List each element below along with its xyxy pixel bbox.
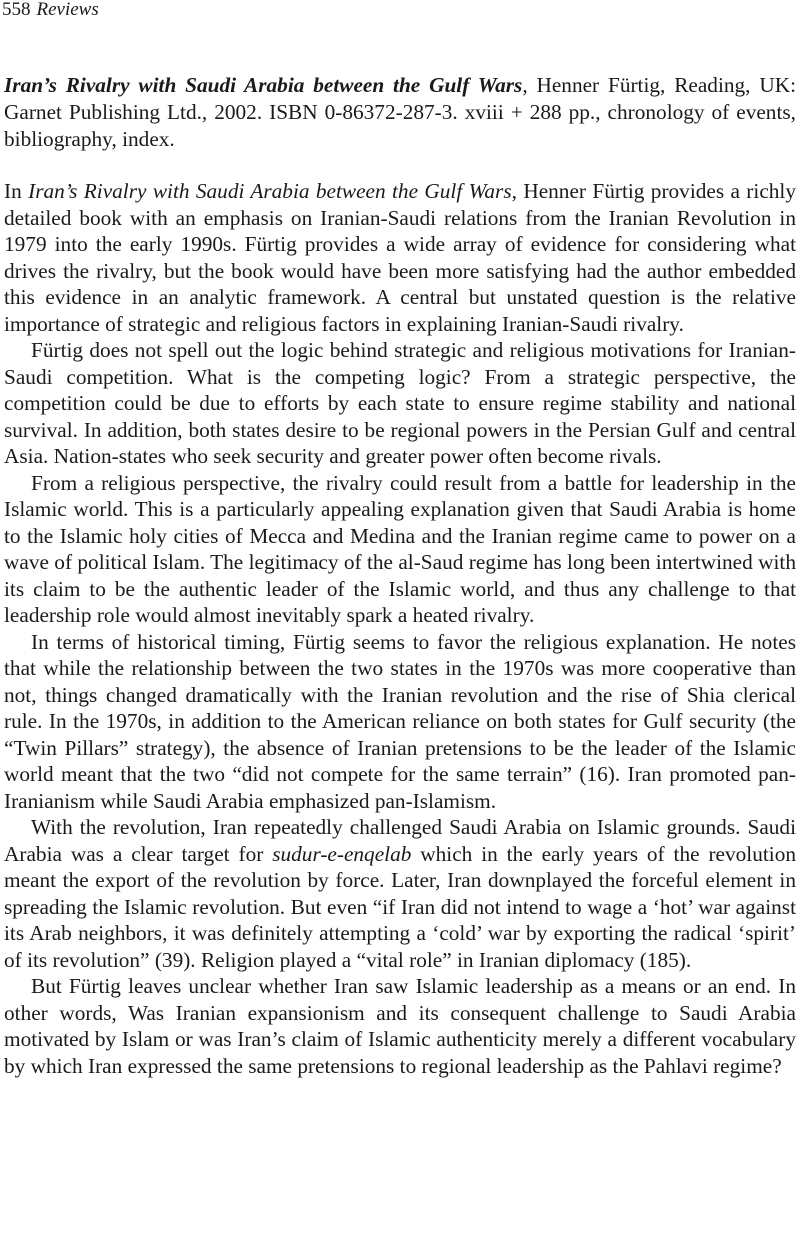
paragraph-2: Fürtig does not spell out the logic behind strategic and religious motivations for Iranian-Saudi competition. What is the competing logic? From a strategic perspective, the competition could be due to efforts by each state to ensure regime stability and national survival. In addition, both states desire to be regional powers in the Persian Gulf and central Asia. Nation-states who seek security and greater power often become rivals. bbox=[4, 338, 796, 468]
section-title: Reviews bbox=[36, 0, 99, 20]
running-head bbox=[2, 0, 99, 22]
paragraph-5-after: which in the early years of the revolution meant the export of the revolution by force. Later, Iran downplayed the forceful element in spreading the Islamic revolution. But even “if Iran did not intend to wage a ‘hot’ war against its Arab neighbors, it was definitely attempting a ‘cold’ war by exporting the radical ‘spirit’ of its revolution” (39). Religion played a “vital role” in Iranian diplomacy (185). bbox=[4, 841, 796, 972]
paragraph-1-rest: , Henner Fürtig provides a richly detailed book with an emphasis on Iranian-Saudi relations from the Iranian Revolution in 1979 into the early 1990s. Fürtig provides a wide array of evidence for considering what drives the rivalry, but the book would have been more satisfying had the author embedded this evidence in an analytic framework. A central but unstated question is the relative importance of strategic and religious factors in explaining Iranian-Saudi rivalry. bbox=[4, 179, 796, 336]
paragraph-5 bbox=[4, 814, 796, 973]
review-body bbox=[4, 178, 796, 1079]
italic-term: sudur-e-enqelab bbox=[272, 841, 412, 866]
citation-details: , Henner Fürtig, Reading, UK: Garnet Publishing Ltd., 2002. ISBN 0-86372-287-3. xviii + 288 pp., chronology of events, bibliography, index. bbox=[4, 73, 796, 151]
book-title: Iran’s Rivalry with Saudi Arabia between the Gulf Wars bbox=[4, 73, 523, 97]
paragraph-6: But Fürtig leaves unclear whether Iran saw Islamic leadership as a means or an end. In other words, Was Iranian expansionism and its consequent challenge to Saudi Arabia motivated by Islam or was Iran’s claim of Islamic authenticity merely a different vocabulary by which Iran expressed the same pretensions to regional leadership as the Pahlavi regime? bbox=[4, 974, 796, 1078]
book-title-reference: Iran’s Rivalry with Saudi Arabia between the Gulf Wars bbox=[28, 179, 512, 203]
paragraph-4: In terms of historical timing, Fürtig seems to favor the religious explanation. He notes that while the relationship between the two states in the 1970s was more cooperative than not, things changed dramatically with the Iranian revolution and the rise of Shia clerical rule. In the 1970s, in addition to the American reliance on both states for Gulf security (the “Twin Pillars” strategy), the absence of Iranian pretensions to be the leader of the Islamic world meant that the two “did not compete for the same terrain” (16). Iran promoted pan-Iranianism while Saudi Arabia emphasized pan-Islamism. bbox=[4, 629, 796, 813]
paragraph-1 bbox=[4, 178, 796, 337]
paragraph-1-intro: In bbox=[4, 179, 29, 203]
page-number: 558 bbox=[2, 0, 31, 20]
paragraph-3: From a religious perspective, the rivalry could result from a battle for leadership in the Islamic world. This is a particularly appealing explanation given that Saudi Arabia is home to the Islamic holy cities of Mecca and Medina and the Iranian regime came to power on a wave of political Islam. The legitimacy of the al-Saud regime has long been intertwined with its claim to be the authentic leader of the Islamic world, and thus any challenge to that leadership role would almost inevitably spark a heated rivalry. bbox=[4, 470, 796, 627]
paragraph-5-before: With the revolution, Iran repeatedly challenged Saudi Arabia on Islamic grounds. Saudi Arabia was a clear target for bbox=[4, 815, 796, 866]
book-citation bbox=[4, 72, 796, 153]
